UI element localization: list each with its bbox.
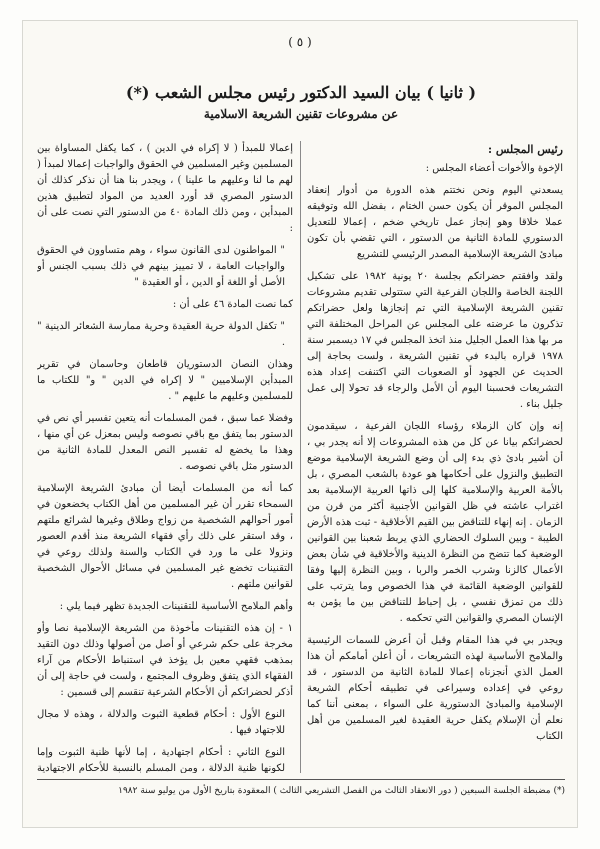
constitution-quote: " المواطنون لدى القانون سواء ، وهم متساوون في الحقوق والواجبات العامة ، لا تمييز بينهم في ذلك بسبب الجنس أو الأصل أو اللغة أو الدين ، أو العقيدة " <box>37 245 285 288</box>
footnote-divider <box>37 779 565 780</box>
list-item: النوع الثاني : أحكام اجتهادية ، إما لأنها ظنية الثبوت وإما لكونها ظنية الدلالة ، ومن المسلم بالنسبة للأحكام الاجتهادية <box>37 747 285 773</box>
paragraph: إنه وإن كان الزملاء رؤساء اللجان الفرعية ، سيقدمون لحضراتكم بيانا عن كل من هذه المشروعات إلا أنه يجدر بي ، أن أشير بادئ ذي بدء إلى أن وضع الشريعة الإسلامية موضع التطبيق والنزول على أحكامها هو عودة بالشعب المصري ، بل بالأمة العربية والإسلامية كلها إلى ذاتها العربية الإسلامية بعد اغتراب عاشته في ظل القوانين الأجنبية أكثر من قرن من الزمان . إنه إنهاء للتناقض بين القيم الأخلاقية - ثبت هذه الأرض الطيبة - وبين السلوك الحضاري الذي يربط شعبنا بين القوانين الوضعية كما تتضح من النظرة الدينية والأخلاقية في شأن بعض الأعمال كالزنا وشرب الخمر والربا ، وبين النظرة إليها وفقا للقوانين الوضعية القائمة في هذا الخصوص وما يترتب على ذلك من تمزق نفسي ، بل إحباط للتناقض بين ما يؤمن به الإنسان المصري والقوانين التي تحكمه . <box>307 420 563 624</box>
column-divider <box>300 141 301 773</box>
paragraph: وأهم الملامح الأساسية للتقنينات الجديدة تظهر فيما يلي : <box>59 601 293 612</box>
page-number: ( ٥ ) <box>288 35 312 49</box>
document-subtitle: عن مشروعات تقنين الشريعة الاسلامية <box>203 107 399 121</box>
quote-intro: كما نصت المادة ٤٦ على أن : <box>172 299 293 310</box>
document-page <box>22 20 578 828</box>
paragraph: وهذان النصان الدستوريان قاطعان وحاسمان في تقرير المبدأين الإسلاميين " لا إكراه في الدين " و" للكتاب ما للمسلمين وعليهم ما عليهم " . <box>37 359 293 402</box>
paragraph: يسعدني اليوم ونحن نختتم هذه الدورة من أدوار إنعقاد المجلس الموقر أن يكون حسن الختام ، بفضل الله وتوفيقه عملا خلاقا وهو إنجاز عمل تاريخي ضخم ، إعمالا للتعديل الدستوري للمادة الثانية من الدستور ، التي تقضي بأن تكون مبادئ الشريعة الإسلامية المصدر الرئيسي للتشريع <box>307 184 563 260</box>
paragraph: ١ - إن هذه التقنينات مأخوذة من الشريعة الإسلامية نصا وأو مخرجة على حكم شرعي أو أصل من أصولها وذلك دون التقيد بمذهب فقهي معين بل يؤخذ في استنباط الأحكام من آراء الفقهاء الذي يتفق وظروف المجتمع ، ولست في حاجة إلى أن أذكر لحضراتكم أن الأحكام الشرعية تنقسم إلى قسمين : <box>37 623 293 698</box>
left-column <box>37 141 293 773</box>
paragraph: إعمالا للمبدأ ( لا إكراه في الدين ) ، كما يكفل المساواة بين المسلمين وغير المسلمين في الحقوق والواجبات إعمالا لمبدأ ( لهم ما لنا وعليهم ما علينا ) ، ويجدر بنا هنا أن نذكر كذلك أن الدستور المصري قد أورد العديد من المواد لتطبيق هذين المبدأين ، ومن ذلك المادة ٤٠ من الدستور التي نصت على أن : <box>37 143 293 234</box>
document-title: ( ثانيا ) بيان السيد الدكتور رئيس مجلس الشعب (*) <box>125 83 477 102</box>
speaker-heading: رئيس المجلس : <box>488 143 563 156</box>
paragraph: ويجدر بي في هذا المقام وقبل أن أعرض للسمات الرئيسية والملامح الأساسية لهذه التشريعات ، أن أعلن أمامكم أن هذا العمل الذي أنجزناه إعمالا للمادة الثانية من الدستور ، قد روعي في إعداده وسيراعى في تطبيقه أحكام الشريعة الإسلامية والمبادئ الدستورية على السواء ، بمعنى أننا كما نعلم أن الإسلام يكفل حرية العقيدة لغير المسلمين من أهل الكتاب <box>307 634 563 742</box>
paragraph: كما أنه من المسلمات أيضا أن مبادئ الشريعة الإسلامية السمحاء تقرر أن غير المسلمين من أهل الكتاب يخضعون في أمور أحوالهم الشخصية من زواج وطلاق وغيرها لشرائع ملتهم ، وقد استقر على ذلك رأي فقهاء الشريعة منذ أقدم العصور ونزولا على ما ورد في الكتاب والسنة ولذلك روعي في التقنينات تخضع غير المسلمين في مسائل الأحوال الشخصية لقوانين ملتهم . <box>37 483 293 590</box>
constitution-quote: " تكفل الدولة حرية العقيدة وحرية ممارسة الشعائر الدينية " . <box>37 321 285 348</box>
right-column <box>307 141 563 773</box>
paragraph: وفضلا عما سبق ، فمن المسلمات أنه يتعين تفسير أي نص في الدستور بما يتفق مع باقي نصوصه وليس بمعزل عن أي منها ، وهذا ما يخضع له تفسير النص المعدل للمادة الثانية من الدستور مثل باقي نصوصه . <box>37 413 293 472</box>
list-item: النوع الأول : أحكام قطعية الثبوت والدلالة ، وهذه لا مجال للاجتهاد فيها . <box>37 709 285 736</box>
paragraph: ولقد وافقتم حضراتكم بجلسة ٢٠ يونية ١٩٨٢ على تشكيل اللجنة الخاصة واللجان الفرعية التي ستتولى تقديم مشروعات تقنين الشريعة الإسلامية التي تم إنجازها ولعل حضراتكم تذكرون ما عرضته على المجلس عن المراحل المختلفة التي مر بها هذا العمل الجليل منذ اتخذ المجلس في ١٧ ديسمبر سنة ١٩٧٨ قراره بالبدء في تقنين الشريعة ، ولست بحاجة إلى الحديث عن الجهود أو الصعوبات التي اكتنفت إعداد هذه التشريعات فحسبنا اليوم أن الأمل والرجاء قد تحولا إلى عمل جليل بناء . <box>307 270 563 410</box>
paragraph: الإخوة والأخوات أعضاء المجلس : <box>425 162 563 174</box>
footnote: (*) مضبطة الجلسة السبعين ( دور الانعقاد الثالث من الفصل التشريعي الثالث ) المعقودة بتاريخ الأول من يوليو سنة ١٩٨٢ <box>118 786 565 796</box>
